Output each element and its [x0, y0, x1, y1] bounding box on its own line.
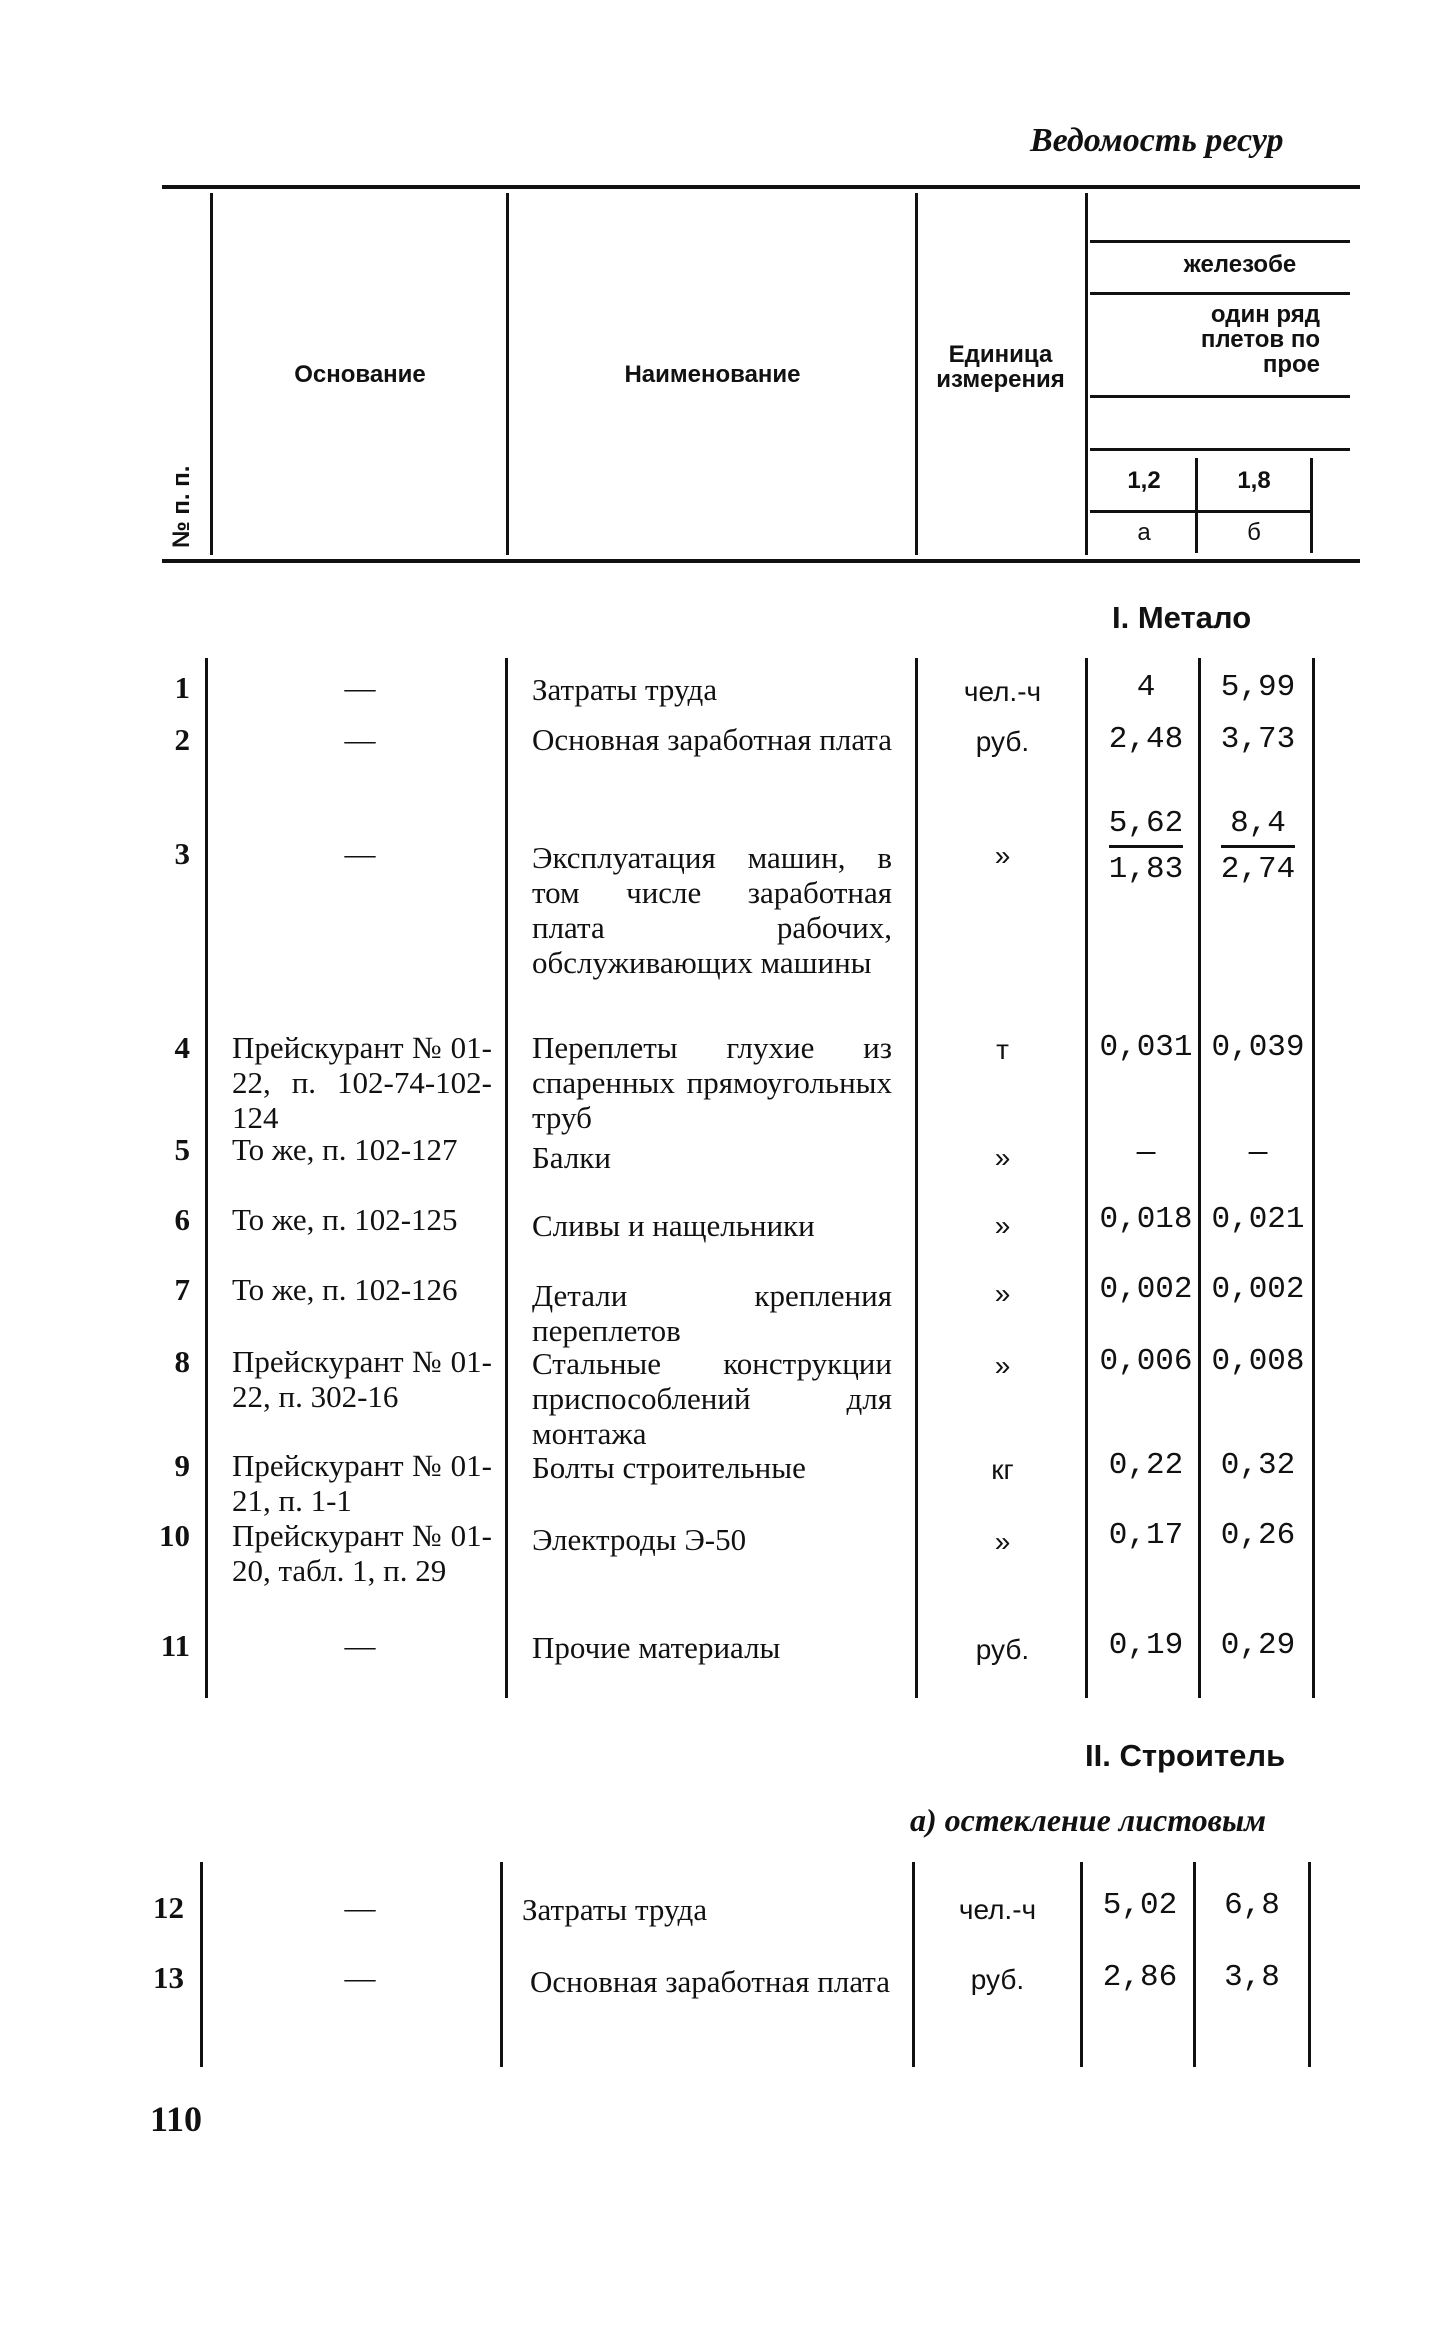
row-value-a: 0,17: [1108, 1518, 1184, 1553]
row-unit: »: [994, 1350, 1011, 1381]
header-top-rule: [162, 185, 1360, 189]
fraction-denominator: 1,83: [1108, 852, 1184, 887]
column-rule: [1308, 1862, 1311, 2067]
row-value-b: 0,32: [1220, 1448, 1296, 1483]
row-number: 3: [174, 836, 190, 871]
row-value-b: 0,039: [1211, 1030, 1305, 1065]
header-divider: [506, 193, 509, 555]
row-value-b: —: [1248, 1136, 1268, 1171]
row-number: 9: [174, 1448, 190, 1483]
row-number: 12: [153, 1890, 184, 1925]
row-value-a: [1092, 806, 1200, 887]
row-name: Затраты труда: [522, 1892, 708, 1927]
row-name: Затраты труда: [532, 672, 718, 707]
section-title: II. Строитель: [1085, 1738, 1286, 1773]
row-value-a: 4: [1136, 670, 1156, 705]
header-bottom-rule: [162, 559, 1360, 563]
row-value-b: 6,8: [1224, 1888, 1280, 1923]
subgroup-rule: [1090, 395, 1350, 398]
column-header-basis: Основание: [294, 361, 426, 388]
row-number: 8: [174, 1344, 190, 1379]
row-number: 10: [159, 1518, 190, 1553]
section-title: I. Метало: [1112, 600, 1252, 635]
row-value-a: 0,006: [1099, 1344, 1193, 1379]
group-rule: [1090, 240, 1350, 243]
header-divider: [210, 193, 213, 555]
row-unit: чел.-ч: [958, 1894, 1037, 1925]
column-rule: [200, 1862, 203, 2067]
column-rule: [205, 658, 208, 1698]
row-basis: Прейскурант № 01-21, п. 1-1: [232, 1448, 492, 1518]
row-value-a: 0,031: [1099, 1030, 1193, 1065]
row-unit: руб.: [975, 726, 1030, 757]
row-value-a: 2,86: [1102, 1960, 1178, 1995]
column-letter-b: б: [1247, 519, 1261, 546]
row-unit: »: [994, 840, 1011, 871]
row-value-a: 0,22: [1108, 1448, 1184, 1483]
row-name: Электроды Э-50: [532, 1522, 747, 1557]
row-unit: »: [994, 1142, 1011, 1173]
row-value-a: 2,48: [1108, 722, 1184, 757]
column-letter-a: а: [1137, 519, 1151, 546]
fraction-numerator: 5,62: [1109, 806, 1183, 848]
column-header-number: № п. п.: [168, 465, 195, 548]
fraction: [1221, 806, 1295, 887]
column-header-name: Наименование: [624, 361, 801, 388]
row-basis: —: [344, 1890, 376, 1925]
row-unit: чел.-ч: [963, 676, 1042, 707]
row-name: Основная заработная плата: [532, 722, 892, 757]
row-value-b: 0,002: [1211, 1272, 1305, 1307]
header-divider: [1085, 193, 1088, 555]
fraction-numerator: 8,4: [1221, 806, 1295, 848]
row-name: Болты строительные: [532, 1450, 806, 1485]
row-value-b: [1203, 806, 1313, 887]
row-value-a: —: [1136, 1136, 1156, 1171]
row-value-b: 3,8: [1224, 1960, 1280, 1995]
row-number: 5: [174, 1132, 190, 1167]
span-value-a: 1,2: [1127, 467, 1161, 494]
subgroup-rule: [1090, 292, 1350, 295]
row-name: Балки: [532, 1140, 611, 1175]
row-unit: кг: [991, 1454, 1014, 1485]
row-unit: т: [996, 1034, 1009, 1065]
row-name: Стальные конструкции приспособлений для монтажа: [532, 1346, 892, 1451]
fraction-denominator: 2,74: [1220, 852, 1296, 887]
column-rule: [505, 658, 508, 1698]
section-subtitle: а) остекление листовым: [910, 1802, 1267, 1838]
span-rule: [1090, 510, 1310, 513]
page-number: 110: [150, 2099, 203, 2139]
row-unit: »: [994, 1526, 1011, 1557]
row-number: 2: [174, 722, 190, 757]
running-head: Ведомость ресур: [1030, 122, 1284, 159]
span-rule: [1090, 448, 1350, 451]
column-header-unit: Единица измерения: [936, 341, 1065, 394]
row-name: Прочие материалы: [532, 1630, 781, 1665]
row-unit: »: [994, 1278, 1011, 1309]
row-name: Детали крепления переплетов: [532, 1278, 892, 1348]
row-value-a: 0,19: [1108, 1628, 1184, 1663]
row-value-a: 0,018: [1099, 1202, 1193, 1237]
row-basis: Прейскурант № 01-22, п. 102-74-102-124: [232, 1030, 492, 1135]
row-name: Сливы и нащельники: [532, 1208, 815, 1243]
row-number: 4: [174, 1030, 190, 1065]
row-value-b: 5,99: [1220, 670, 1296, 705]
row-basis: —: [344, 1960, 376, 1995]
row-value-a: 0,002: [1099, 1272, 1193, 1307]
column-subgroup-header: один ряд плетов по прое: [1200, 301, 1320, 379]
row-unit: руб.: [970, 1964, 1025, 1995]
header-divider: [1310, 458, 1313, 553]
row-value-b: 0,021: [1211, 1202, 1305, 1237]
row-unit: »: [994, 1210, 1011, 1241]
row-value-a: 5,02: [1102, 1888, 1178, 1923]
row-value-b: 3,73: [1220, 722, 1296, 757]
row-number: 11: [160, 1628, 190, 1663]
row-name: Основная заработная плата: [530, 1964, 890, 1999]
row-unit: руб.: [975, 1634, 1030, 1665]
row-value-b: 0,008: [1211, 1344, 1305, 1379]
row-number: 7: [174, 1272, 190, 1307]
span-value-b: 1,8: [1237, 467, 1271, 494]
row-basis: —: [344, 670, 376, 705]
row-number: 6: [174, 1202, 190, 1237]
row-basis: Прейскурант № 01-22, п. 302-16: [232, 1344, 492, 1414]
fraction: [1109, 806, 1183, 887]
row-basis: То же, п. 102-126: [232, 1272, 458, 1307]
row-value-b: 0,29: [1220, 1628, 1296, 1663]
row-basis: То же, п. 102-125: [232, 1202, 458, 1237]
row-value-b: 0,26: [1220, 1518, 1296, 1553]
row-basis: Прейскурант № 01-20, табл. 1, п. 29: [232, 1518, 492, 1588]
row-name: Переплеты глухие из спаренных прямоугольных труб: [532, 1030, 892, 1135]
row-name: Эксплуатация машин, в том числе заработная плата рабочих, обслуживающих машины: [532, 840, 892, 980]
row-basis: —: [344, 1628, 376, 1663]
row-basis: То же, п. 102-127: [232, 1132, 458, 1167]
row-basis: —: [344, 836, 376, 871]
row-basis: —: [344, 722, 376, 757]
row-number: 13: [153, 1960, 184, 1995]
column-group-header: железобе: [1183, 251, 1297, 278]
row-number: 1: [174, 670, 190, 705]
